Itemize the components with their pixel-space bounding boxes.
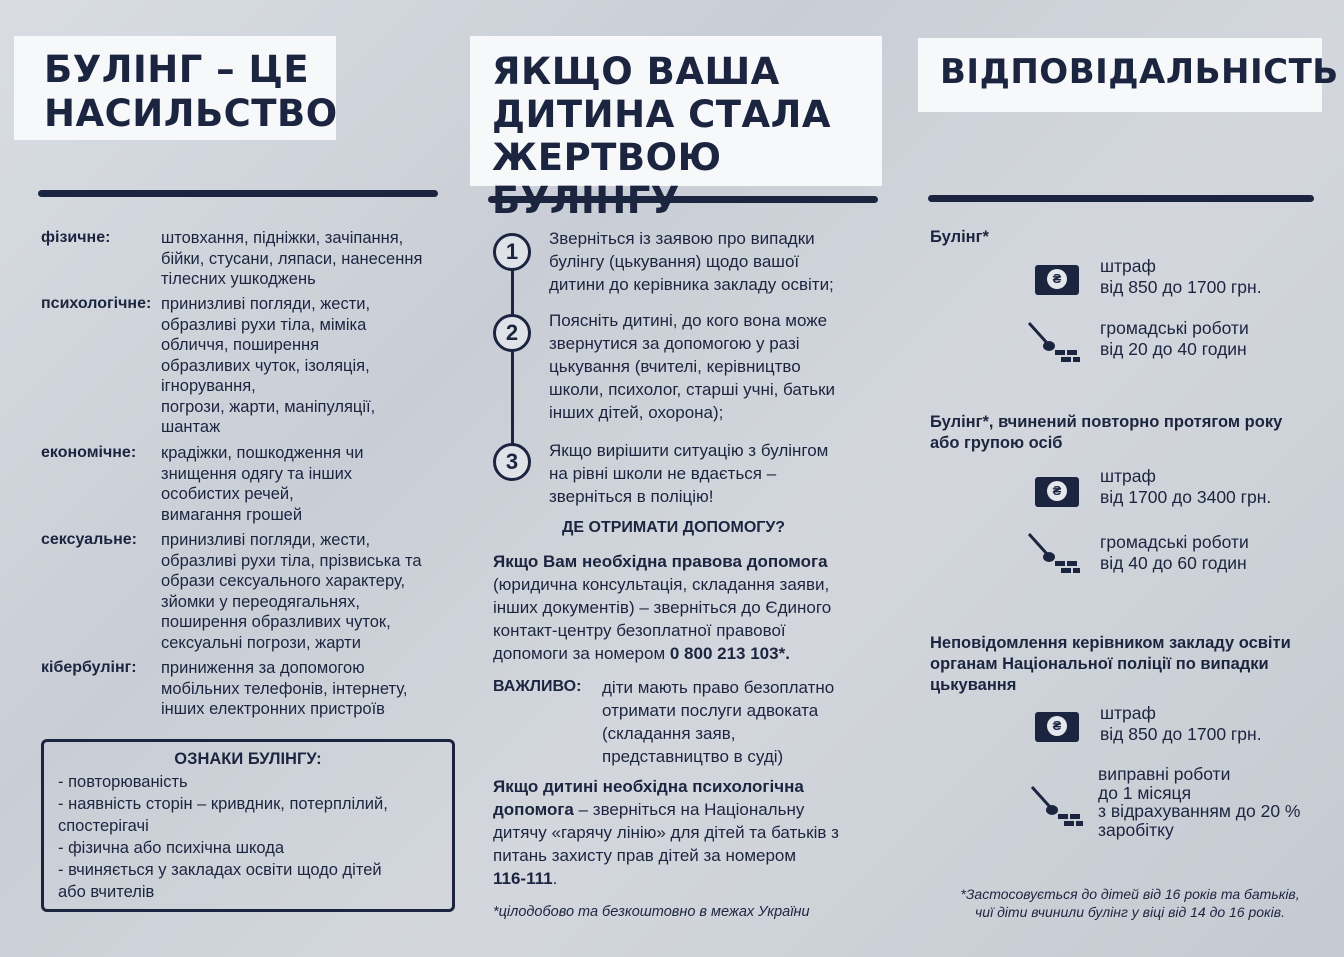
text-line: Булінг* [930, 228, 989, 246]
text-line: заробітку [1098, 819, 1174, 840]
money-icon [1035, 477, 1079, 507]
step-text-1 [549, 227, 834, 296]
resp-work-2 [1100, 532, 1249, 574]
text-line: Булінг*, вчинений повторно протягом року [930, 413, 1283, 431]
type-label-sexual: сексуальне: [41, 531, 137, 548]
legal-help-heading: Якщо Вам необхідна правова допомога [493, 552, 828, 571]
col1-title-line1: БУЛІНГ – ЦЕ [44, 48, 310, 91]
resp-fine-1 [1100, 256, 1262, 298]
text-line: приниження за допомогою [161, 659, 365, 677]
text-line: штраф [1100, 703, 1156, 723]
text-line: чиї діти вчинили булінг у віці від 14 до 16 років. [975, 904, 1285, 920]
text-line: на рівні школи не вдається – [549, 464, 777, 483]
text-line: Якщо вирішити ситуацію з булінгом [549, 441, 829, 460]
step-number-1: 1 [493, 233, 531, 271]
text-line: образливі рухи тіла, прізвиська та [161, 551, 422, 570]
text-line: принизливі погляди, жести, [161, 295, 371, 313]
text-line: штраф [1100, 466, 1156, 486]
text-span: . [552, 869, 558, 888]
psych-phone: 116-111 [493, 869, 553, 888]
text-line: від 850 до 1700 грн. [1100, 277, 1262, 297]
text-line: ігнорування, [161, 377, 256, 395]
col3-title [918, 38, 1339, 112]
bullying-signs-box [41, 739, 455, 912]
col2-title [470, 36, 882, 186]
text-line: Неповідомлення керівником закладу освіти [930, 634, 1291, 652]
text-line: діти мають право безоплатно [602, 678, 835, 697]
resp-fine-3 [1100, 703, 1262, 745]
col1-title-line2: НАСИЛЬСТВО [44, 92, 338, 135]
type-label-physical: фізичне: [41, 229, 111, 246]
text-line: тілесних ушкоджень [161, 270, 316, 288]
text-span: допомоги за номером [493, 644, 670, 663]
step-text-3 [549, 439, 828, 508]
text-line: погрози, жарти, маніпуляції, [161, 397, 376, 416]
text-line: або групою осіб [930, 434, 1063, 452]
list-item: - повторюваність [58, 773, 188, 791]
type-text-psychological [161, 294, 375, 438]
text-line [493, 642, 883, 665]
text-line: штраф [1100, 256, 1156, 276]
text-line: знищення одягу та інших [161, 464, 353, 483]
text-line: сексуальні погрози, жарти [161, 633, 361, 652]
psych-help [493, 775, 883, 890]
resp-heading-1 [930, 227, 989, 248]
text-line: образливих чуток, ізоляція, [161, 356, 370, 375]
step-number-2: 2 [493, 314, 531, 352]
text-line: звернутися за допомогою у разі [549, 334, 800, 353]
text-line: інших документів) – зверніться до Єдиного [493, 598, 832, 617]
steps-connector [511, 268, 514, 448]
text-line: особистих речей, [161, 485, 294, 503]
type-label-cyber: кібербулінг: [41, 659, 137, 676]
important-text [602, 676, 834, 768]
text-line: цькування [930, 676, 1017, 694]
col2-title-line2: ДИТИНА СТАЛА [492, 93, 831, 136]
list-item: спостерігачі [58, 817, 149, 835]
text-line [493, 798, 883, 821]
text-line: *Застосовується до дітей від 16 років та батьків, [960, 886, 1300, 902]
text-line: зверніться в поліцію! [549, 487, 714, 506]
col3-footnote [930, 885, 1330, 921]
text-line: громадські роботи [1100, 532, 1249, 552]
list-item: - вчиняється у закладах освіти щодо дітей [58, 861, 382, 879]
text-line: Поясніть дитині, до кого вона може [549, 311, 828, 330]
text-line: від 20 до 40 годин [1100, 339, 1247, 359]
text-line: цькування (вчителі, керівництво [549, 357, 801, 376]
signs-header: ОЗНАКИ БУЛІНГУ: [174, 750, 322, 768]
col2-title-line3: ЖЕРТВОЮ [492, 136, 722, 179]
col3-divider [928, 195, 1314, 202]
col1-divider [38, 190, 438, 197]
resp-work-1 [1100, 318, 1249, 360]
text-line: з відрахуванням до 20 % [1098, 801, 1301, 821]
text-span: – зверніться на Національну [573, 800, 805, 819]
text-line: образливі рухи тіла, міміка [161, 315, 367, 334]
text-line: зйомки у переодягальнях, [161, 592, 360, 611]
text-line: мобільних телефонів, інтернету, [161, 679, 408, 698]
text-line: інших електронних пристроїв [161, 700, 385, 718]
text-line: дитини до керівника закладу освіти; [549, 275, 834, 294]
text-line: шантаж [161, 418, 221, 436]
text-line: питань захисту прав дітей за номером [493, 846, 797, 865]
text-line: від 40 до 60 годин [1100, 553, 1247, 573]
shovel-bricks-icon [1025, 320, 1081, 364]
list-item: - фізична або психічна шкода [58, 839, 285, 857]
type-text-sexual [161, 530, 422, 653]
text-line: громадські роботи [1100, 318, 1249, 338]
text-line: (юридична консультація, складання заяви, [493, 575, 830, 594]
text-line: інших дітей, охорона); [549, 403, 724, 422]
text-line: до 1 місяця [1098, 782, 1192, 803]
text-line: образи сексуального характеру, [161, 572, 406, 590]
text-line: штовхання, підніжки, зачіпання, [161, 229, 404, 247]
legal-phone: 0 800 213 103*. [669, 644, 790, 663]
text-span: допомога [493, 800, 574, 819]
legal-help [493, 550, 883, 665]
text-line: виправні роботи [1098, 764, 1231, 784]
col2-footnote: *цілодобово та безкоштовно в межах України [493, 904, 810, 920]
text-line: отримати послуги адвоката [602, 701, 819, 720]
text-line [493, 867, 883, 890]
shovel-bricks-icon [1028, 784, 1084, 828]
type-text-economic [161, 443, 363, 525]
text-line: принизливі погляди, жести, [161, 531, 371, 549]
signs-list [58, 771, 452, 903]
col3-title-text: ВІДПОВІДАЛЬНІСТЬ [940, 52, 1339, 92]
money-icon [1035, 265, 1079, 295]
resp-heading-3 [930, 633, 1291, 696]
text-line: Зверніться із заявою про випадки [549, 229, 815, 248]
text-line: бійки, стусани, ляпаси, нанесення [161, 249, 423, 268]
text-line: від 1700 до 3400 грн. [1100, 487, 1272, 507]
text-line: школи, психолог, старші учні, батьки [549, 380, 836, 399]
text-line: обличчя, поширення [161, 336, 320, 354]
list-item: - наявність сторін – кривдник, потерплілий, [58, 795, 388, 813]
type-label-economic: економічне: [41, 444, 137, 461]
col1-title [14, 36, 336, 140]
text-line: (складання заяв, [602, 724, 736, 743]
text-line: дитячу «гарячу лінію» для дітей та батьків з [493, 823, 839, 842]
text-line: крадіжки, пошкодження чи [161, 444, 364, 462]
text-line: від 850 до 1700 грн. [1100, 724, 1262, 744]
text-line: органам Національної поліції по випадки [930, 655, 1269, 673]
col2-divider [488, 196, 878, 203]
list-item: або вчителів [58, 883, 155, 901]
step-number-3: 3 [493, 443, 531, 481]
resp-fine-2 [1100, 466, 1271, 508]
psych-help-heading: Якщо дитині необхідна психологічна [493, 777, 804, 796]
text-line: поширення образливих чуток, [161, 613, 391, 631]
text-line: представництво в суді) [602, 747, 784, 766]
text-line: вимагання грошей [161, 505, 303, 524]
type-label-psychological: психологічне: [41, 295, 152, 312]
resp-heading-2 [930, 412, 1282, 454]
text-line: контакт-центру безоплатної правової [493, 621, 786, 640]
shovel-bricks-icon [1025, 531, 1081, 575]
step-text-2 [549, 309, 835, 424]
resp-work-3 [1098, 765, 1300, 839]
important-label: ВАЖЛИВО: [493, 678, 582, 695]
col2-title-line1: ЯКЩО ВАША [492, 50, 780, 93]
type-text-cyber [161, 658, 407, 720]
money-icon [1035, 712, 1079, 742]
type-text-physical [161, 228, 422, 290]
help-header: ДЕ ОТРИМАТИ ДОПОМОГУ? [562, 519, 786, 536]
text-line: булінгу (цькування) щодо вашої [549, 252, 800, 271]
